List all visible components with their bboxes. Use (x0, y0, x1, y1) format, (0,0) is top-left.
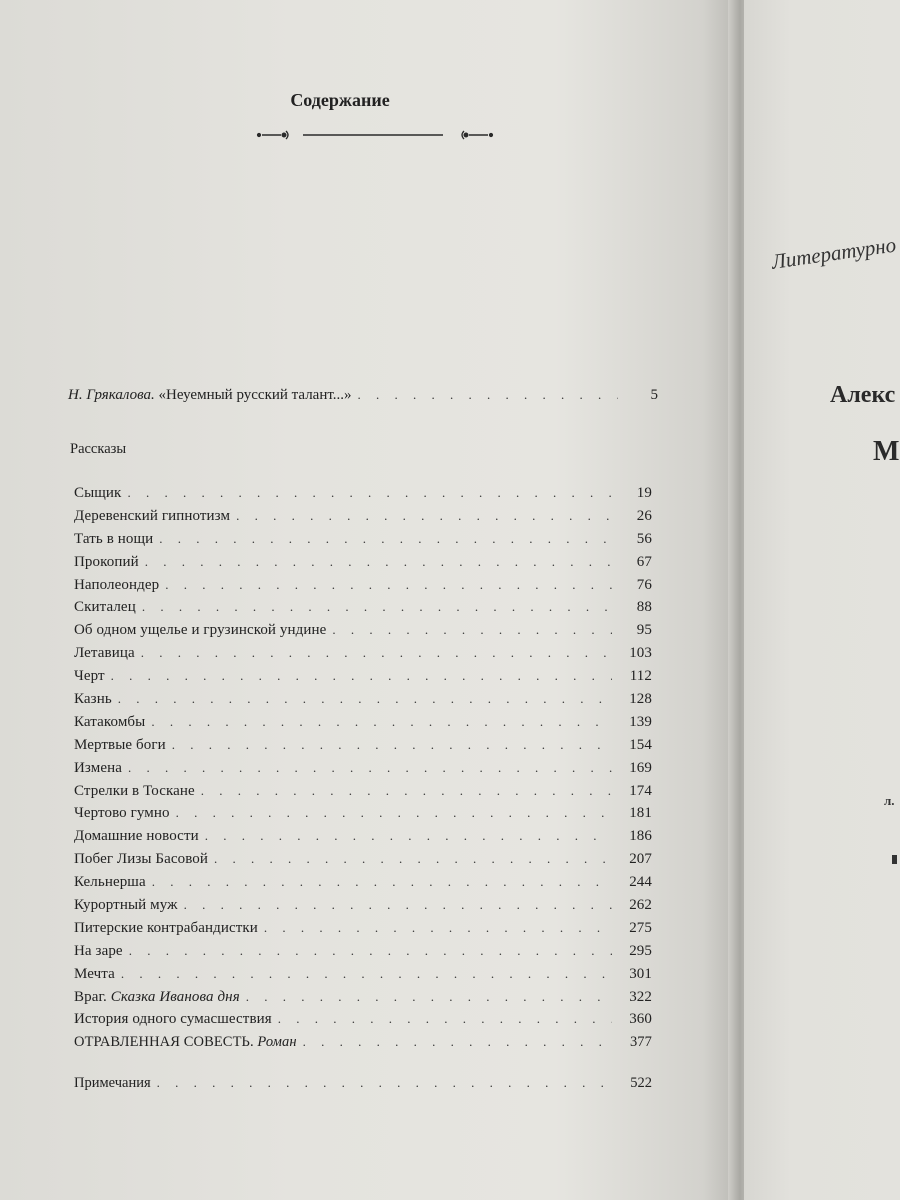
leader-dots (236, 508, 612, 524)
toc-entry-title: Мертвые боги (74, 736, 166, 753)
toc-entry-title: Деревенский гипнотизм (74, 507, 231, 524)
toc-entry (74, 668, 652, 691)
leader-dots (142, 599, 612, 615)
toc-entry-title: Казнь (74, 691, 112, 708)
toc-entry-title: Питерские контрабандистки (74, 919, 258, 936)
toc-entry (74, 943, 652, 966)
toc-entry (74, 531, 652, 554)
toc-entry-page: 95 (636, 622, 652, 639)
leader-dots (332, 622, 612, 638)
toc-entry-page: 169 (629, 759, 652, 776)
section-heading: Рассказы (70, 441, 127, 457)
toc-entry-page: 67 (636, 553, 652, 570)
leader-dots (121, 966, 612, 982)
toc-entry-title: Курортный муж (74, 897, 178, 914)
toc-entry (74, 897, 652, 920)
toc-entry (74, 1034, 652, 1057)
toc-entry-page: 128 (629, 691, 652, 708)
toc-entry-page: 322 (629, 988, 652, 1005)
toc-entry-title: Измена (74, 759, 122, 776)
toc-entry-title: Черт (74, 668, 105, 685)
toc-entry (74, 691, 652, 714)
toc-entry-title: Враг. (74, 988, 107, 1005)
toc-entry-title: Стрелки в Тоскане (74, 782, 195, 799)
right-page-title-fragment: М (873, 436, 900, 467)
toc-entry-page: 262 (629, 897, 652, 914)
toc-entry-subtitle: Роман (257, 1034, 297, 1051)
leader-dots (214, 851, 612, 867)
leader-dots (172, 737, 612, 753)
toc-entry-page: 244 (629, 874, 652, 891)
toc-entry (74, 599, 652, 622)
right-page-small-fragment: л. (884, 793, 895, 808)
toc-entry-page: 139 (629, 713, 652, 730)
notes-entry (74, 1075, 652, 1092)
leader-dots (176, 805, 612, 821)
leader-dots (129, 943, 612, 959)
toc-entry-page: 377 (629, 1034, 652, 1051)
leader-dots (141, 645, 612, 661)
toc-entry-title: История одного сумасшествия (74, 1011, 272, 1028)
notes-page: 522 (630, 1075, 652, 1091)
toc-entry (74, 714, 652, 737)
leader-dots (152, 874, 612, 890)
leader-dots (264, 920, 612, 936)
toc-entry-page: 275 (629, 919, 652, 936)
toc-entry-page: 88 (636, 599, 652, 616)
leader-dots (201, 783, 612, 799)
toc-entry-page: 181 (629, 805, 652, 822)
toc-entry (74, 760, 652, 783)
toc-entry (74, 622, 652, 645)
toc-entry (74, 577, 652, 600)
preface-entry (68, 387, 658, 404)
toc-entry-title: На заре (74, 942, 123, 959)
toc-entry-title: Домашние новости (74, 828, 199, 845)
notes-title: Примечания (74, 1075, 151, 1091)
toc-entry-title: Об одном ущелье и грузинской ундине (74, 622, 327, 639)
toc-entry (74, 805, 652, 828)
toc-list (74, 485, 652, 1057)
right-page (744, 0, 900, 1200)
toc-entry (74, 485, 652, 508)
leader-dots (358, 387, 618, 404)
toc-entry-title: Мечта (74, 965, 115, 982)
leader-dots (157, 1075, 612, 1091)
toc-entry-title: Тать в нощи (74, 530, 154, 547)
toc-title: Содержание (290, 90, 390, 110)
toc-entry-title: Побег Лизы Басовой (74, 851, 209, 868)
preface-page: 5 (650, 387, 658, 403)
toc-entry (74, 508, 652, 531)
toc-entry-page: 103 (629, 645, 652, 662)
right-page-mark (892, 855, 897, 864)
toc-entry-page: 174 (629, 782, 652, 799)
toc-entry (74, 851, 652, 874)
toc-entry-page: 295 (629, 942, 652, 959)
toc-entry (74, 828, 652, 851)
leader-dots (118, 691, 612, 707)
toc-entry (74, 783, 652, 806)
leader-dots (165, 577, 612, 593)
toc-entry-page: 207 (629, 851, 652, 868)
leader-dots (303, 1034, 612, 1050)
toc-entry-title: Летавица (74, 645, 135, 662)
toc-entry-page: 186 (629, 828, 652, 845)
leader-dots (128, 760, 612, 776)
leader-dots (246, 989, 612, 1005)
leader-dots (184, 897, 612, 913)
ornament-divider-icon (255, 127, 495, 143)
toc-entry (74, 966, 652, 989)
toc-entry-page: 301 (629, 965, 652, 982)
toc-entry-title: Прокопий (74, 553, 139, 570)
toc-entry-page: 56 (636, 530, 652, 547)
toc-entry (74, 554, 652, 577)
leader-dots (205, 828, 612, 844)
toc-entry (74, 737, 652, 760)
toc-entry-page: 76 (636, 576, 652, 593)
toc-entry-title: ОТРАВЛЕННАЯ СОВЕСТЬ. (74, 1034, 254, 1051)
toc-entry (74, 874, 652, 897)
leader-dots (127, 485, 612, 501)
toc-entry-page: 154 (629, 736, 652, 753)
right-page-author-fragment: Алекс (830, 382, 896, 408)
toc-entry-title: Чертово гумно (74, 805, 170, 822)
toc-entry (74, 1011, 652, 1034)
toc-entry-title: Наполеондер (74, 576, 160, 593)
leader-dots (145, 554, 612, 570)
leader-dots (278, 1011, 612, 1027)
toc-entry-title: Кельнерша (74, 874, 146, 891)
leader-dots (111, 668, 612, 684)
right-page-series-heading: Литературно (770, 232, 898, 274)
toc-entry-page: 112 (629, 668, 652, 685)
toc-entry-page: 19 (636, 485, 652, 501)
toc-entry-title: Скиталец (74, 599, 136, 616)
toc-entry (74, 920, 652, 943)
toc-entry (74, 645, 652, 668)
preface-author: Н. Грякалова. (68, 387, 155, 403)
toc-entry-title: Сыщик (74, 485, 122, 501)
toc-entry-title: Катакомбы (74, 713, 146, 730)
leader-dots (159, 531, 612, 547)
toc-entry-page: 26 (636, 507, 652, 524)
toc-entry-subtitle: Сказка Иванова дня (110, 988, 240, 1005)
leader-dots (151, 714, 612, 730)
toc-entry-page: 360 (629, 1011, 652, 1028)
preface-title: «Неуемный русский талант...» (158, 387, 352, 403)
toc-entry (74, 989, 652, 1012)
